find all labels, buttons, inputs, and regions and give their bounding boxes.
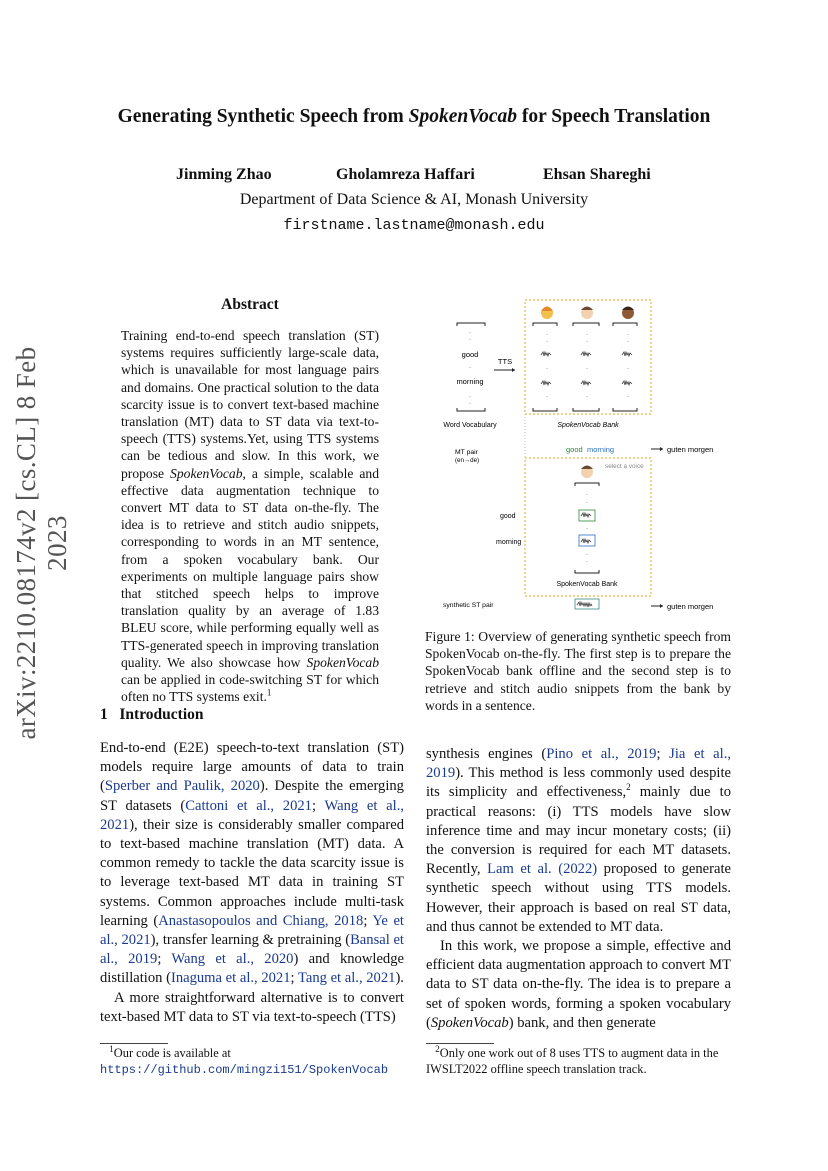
footnote-2: [426, 1043, 732, 1077]
intro-paragraph-2: A more straightforward alternative is to convert text-based MT data to ST via text-to-speech (TTS): [100, 989, 404, 1025]
bank-word-morning: morning: [496, 539, 522, 546]
intro-column-right: [426, 745, 731, 1033]
intro-paragraph-3: [426, 745, 731, 937]
text: ;: [157, 951, 172, 968]
stitched-waveform: [577, 602, 592, 607]
svg-text:·: ·: [586, 500, 588, 506]
synthetic-pair-label: synthetic ST pair: [443, 602, 494, 609]
selected-speaker-icon: [581, 466, 593, 479]
footnote-mark-1[interactable]: 1: [266, 687, 272, 698]
svg-text:·: ·: [586, 339, 588, 345]
waveform-morning-2: [581, 381, 591, 385]
abstract-text-3: can be applied in code-switching ST for which often no TTS systems exit.: [121, 672, 379, 705]
arxiv-identifier: arXiv:2210.08174v2 [cs.CL] 8 Feb 2023: [11, 346, 72, 740]
footnote-1-mark: 1: [109, 1043, 114, 1054]
intro-paragraph-1: [100, 739, 404, 989]
paper-title: [0, 106, 828, 128]
citation-link[interactable]: Jia et al., 2019: [426, 746, 731, 782]
svg-text:·: ·: [586, 394, 588, 400]
mt-word-good: good: [566, 445, 583, 454]
svg-text:·: ·: [469, 330, 471, 336]
intro-column-left: [100, 739, 404, 1027]
section-title: Introduction: [119, 706, 204, 723]
text: ) and knowledge distillation (: [100, 951, 404, 987]
svg-text:·: ·: [627, 339, 629, 345]
mt-pair-lang: (en→de): [455, 457, 480, 464]
footnote-mark-2[interactable]: 2: [626, 782, 631, 793]
citation-link[interactable]: Wang et al., 2020: [171, 951, 294, 968]
section-number: 1: [100, 706, 108, 723]
svg-text:·: ·: [627, 366, 629, 372]
text: ;: [656, 746, 670, 762]
bank-columns: [533, 323, 637, 411]
text: End-to-end (E2E) speech-to-text translation (ST) models require large amounts of data to train (: [100, 740, 404, 795]
svg-text:·: ·: [586, 366, 588, 372]
word-vocabulary-label: Word Vocabulary: [443, 422, 497, 429]
svg-text:·: ·: [586, 552, 588, 558]
footnote-1-text: Our code is available at: [113, 1046, 231, 1060]
affiliation: Department of Data Science & AI, Monash University: [239, 191, 589, 208]
footnote-1: [100, 1043, 408, 1078]
footnote-2-text: Only one work out of 8 uses TTS to augment data in the IWSLT2022 offline speech translation track.: [426, 1046, 719, 1076]
title-suffix: for Speech Translation: [516, 106, 711, 127]
abstract-text-2: , a simple, scalable and effective data augmentation technique to convert MT data to ST data on-the-fly. The idea is to retrieve and stitch audio snippets, corresponding to words in an MT sentence, from a spoken vocabulary bank. Our experiments on multiple language pairs show that stitched speech helps to improve translation quality by an average of 1.83 BLEU score, while performing equally well as TTS-generated speech in improving translation quality. We also showcase how: [121, 465, 380, 670]
italic-term: SpokenVocab: [430, 1014, 509, 1031]
citation-link[interactable]: Lam et al. (2022): [487, 861, 598, 878]
bank-dashed-box-bottom: [525, 458, 651, 596]
svg-text:·: ·: [586, 492, 588, 498]
speaker-icon-1: [541, 307, 553, 320]
abstract-text-1: Training end-to-end speech translation (ST) systems requires sufficiently large-scale data, which is unavailable for most language pairs and domains. One practical solution to the data scarcity issue is to convert text-based machine translation (MT) data to ST data via text-to-speech (TTS) systems.Yet, using TTS systems can be tedious and slow. In this work, we propose: [121, 328, 379, 481]
citation-link[interactable]: Sperber and Paulik, 2020: [104, 778, 260, 795]
waveform-morning-1: [541, 381, 551, 385]
text: proposed to generate synthetic speech without using TTS models. However, their approach is based on real ST data, and thus cannot be extended to MT data.: [426, 861, 732, 935]
synthetic-target-text: guten morgen: [667, 602, 714, 611]
vocab-word-good: good: [461, 350, 479, 359]
speaker-icon-2: [581, 307, 593, 320]
github-link[interactable]: https://github.com/mingzi151/SpokenVocab: [100, 1062, 389, 1077]
text: ;: [311, 797, 325, 814]
citation-link[interactable]: Ye et al., 2021: [100, 912, 404, 949]
section-heading-introduction: [100, 706, 204, 724]
svg-text:·: ·: [546, 332, 548, 338]
text: ), transfer learning & pretraining (: [150, 932, 351, 949]
citation-link[interactable]: Bansal et al., 2019: [100, 932, 404, 968]
svg-text:·: ·: [586, 559, 588, 565]
figure-1-diagram: [425, 298, 731, 616]
mt-pair-label: MT pair: [455, 449, 478, 456]
text: ) bank, and then generate: [508, 1014, 656, 1031]
mt-word-morning: morning: [587, 445, 615, 454]
abstract-heading: Abstract: [221, 296, 279, 313]
svg-text:·: ·: [469, 365, 471, 371]
waveform-good-2: [581, 352, 591, 356]
select-voice-label: select a voice: [605, 463, 644, 470]
text: In this work, we propose a simple, effective and efficient data augmentation approach to convert MT data to ST data on-the-fly. The idea is to prepare a set of spoken words, forming a spoken vocabulary (: [426, 938, 731, 1031]
waveform-morning-3: [622, 381, 632, 385]
citation-link[interactable]: Wang et al., 2021: [100, 797, 404, 833]
abstract-italic-1: SpokenVocab: [170, 465, 243, 481]
bank-column-selected: [575, 483, 599, 573]
svg-text:·: ·: [469, 394, 471, 400]
citation-link[interactable]: Pino et al., 2019: [546, 746, 657, 762]
text: ;: [290, 970, 298, 987]
svg-text:·: ·: [627, 332, 629, 338]
tts-label: TTS: [497, 357, 513, 366]
citation-link[interactable]: Inaguma et al., 2021: [170, 970, 291, 987]
svg-text:·: ·: [627, 394, 629, 400]
vocab-word-morning: morning: [456, 377, 484, 386]
citation-link[interactable]: Anastasopoulos and Chiang, 2018: [158, 912, 364, 929]
intro-paragraph-4: [426, 937, 731, 1033]
author-email: firstname.lastname@monash.edu: [283, 217, 545, 234]
svg-text:·: ·: [546, 394, 548, 400]
title-prefix: Generating Synthetic Speech from: [117, 106, 409, 127]
title-italic: SpokenVocab: [408, 106, 517, 127]
footnote-2-mark: 2: [435, 1043, 440, 1054]
text: ). Despite the emerging ST datasets (: [100, 778, 404, 814]
text: ;: [363, 912, 373, 929]
citation-link[interactable]: Tang et al., 2021: [297, 970, 396, 987]
bank-label-bottom: SpokenVocab Bank: [556, 581, 618, 588]
waveform-good-1: [541, 352, 551, 356]
author-1: Jinming Zhao: [176, 166, 272, 183]
svg-text:·: ·: [546, 366, 548, 372]
author-3: Ehsan Shareghi: [543, 166, 651, 183]
bank-word-good: good: [500, 513, 516, 520]
mt-target-text: guten morgen: [667, 445, 714, 454]
figure-1-caption: Figure 1: Overview of generating synthetic speech from SpokenVocab on-the-fly. The first step is to prepare the SpokenVocab bank offline and the second step is to retrieve and stitch audio snippets from the bank by words in a sentence.: [425, 629, 731, 713]
text: ), their size is considerably smaller compared to text-based machine translation (MT) data. A common remedy to tackle the data scarcity issue is to leverage text-based MT data in training ST systems. Common approaches include multi-task learning (: [100, 816, 404, 929]
speaker-icon-3: [622, 307, 634, 320]
citation-link[interactable]: Cattoni et al., 2021: [185, 797, 312, 814]
bank-label-top: SpokenVocab Bank: [557, 422, 619, 429]
text: synthesis engines (: [426, 746, 547, 762]
svg-text:·: ·: [586, 332, 588, 338]
author-2: Gholamreza Haffari: [336, 166, 475, 183]
word-vocabulary-column: [443, 323, 497, 429]
svg-text:·: ·: [469, 337, 471, 343]
text: ).: [395, 970, 404, 987]
text: ). This method is less commonly used despite its simplicity and effectiveness,: [426, 765, 731, 801]
abstract-body: [121, 327, 379, 705]
abstract-italic-2: SpokenVocab: [306, 654, 379, 670]
svg-text:·: ·: [546, 339, 548, 345]
text: mainly due to practical reasons: (i) TTS models have slow inference time and may incur monetary costs; (ii) the conversion is required for each MT datasets. Recently,: [426, 784, 732, 878]
waveform-good-3: [622, 352, 632, 356]
svg-text:·: ·: [469, 401, 471, 407]
svg-text:·: ·: [586, 526, 588, 532]
